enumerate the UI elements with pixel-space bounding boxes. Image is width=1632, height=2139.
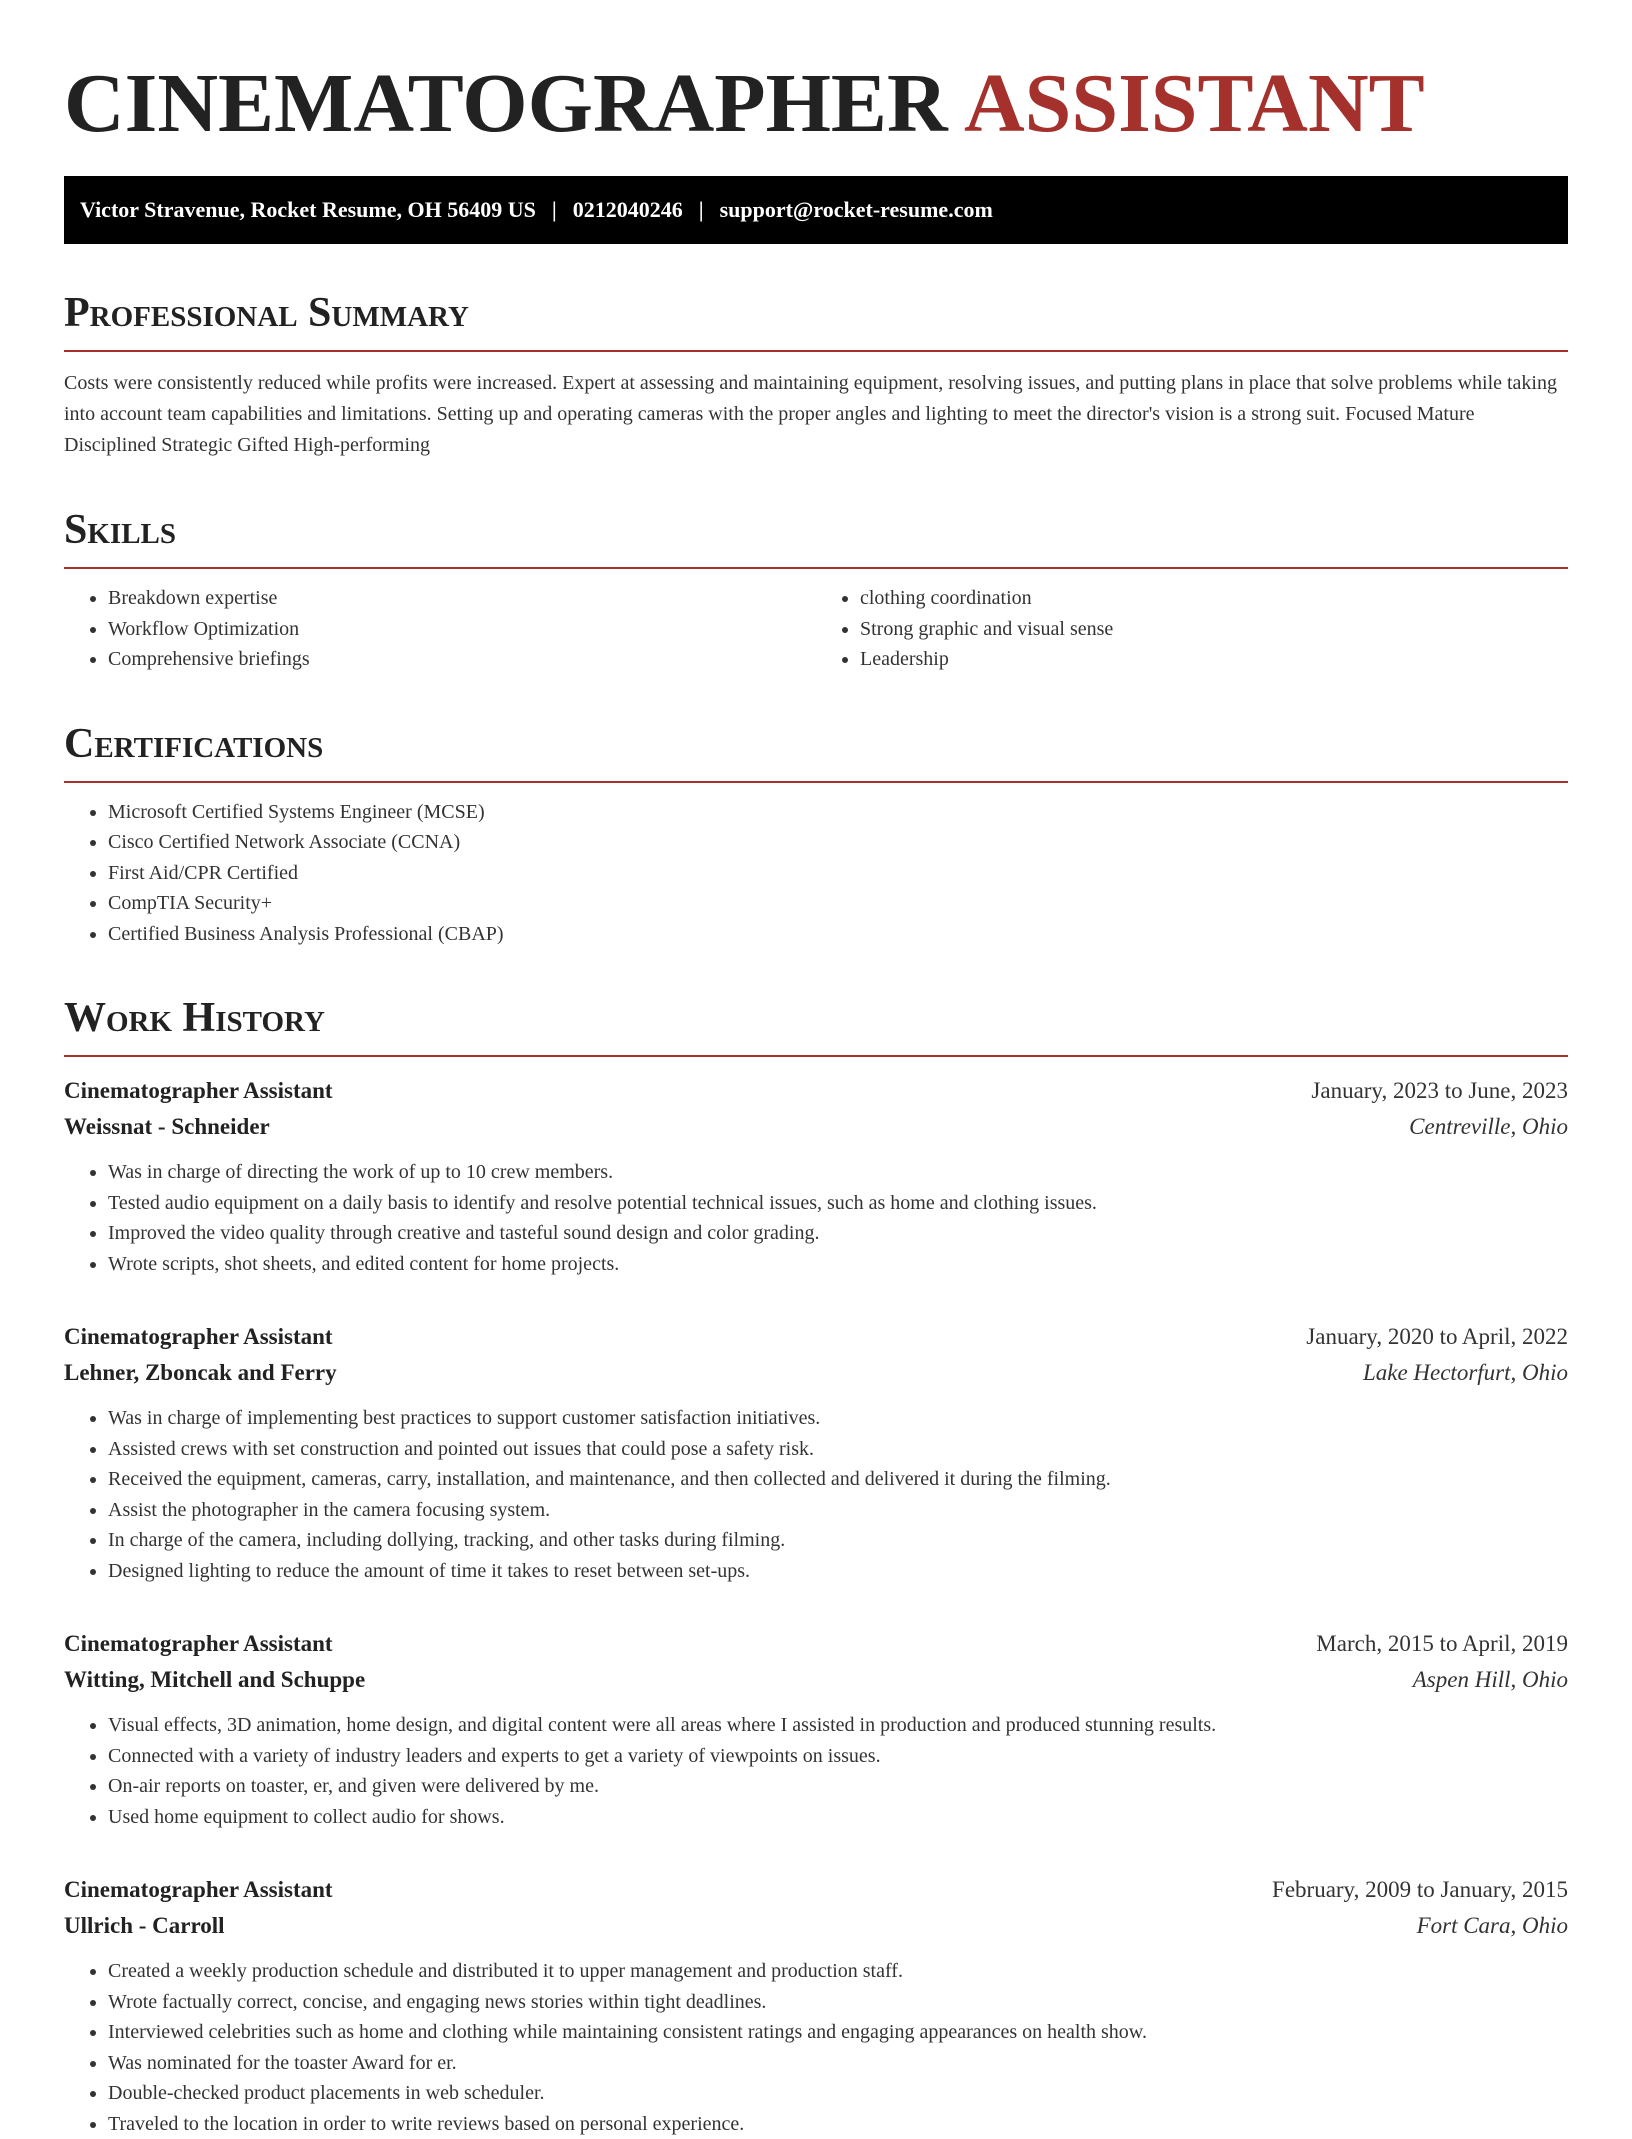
contact-separator: | — [683, 197, 720, 222]
job-header-row — [64, 1872, 1568, 1908]
certification-item: • Cisco Certified Network Associate (CCNA) — [108, 827, 1568, 858]
job-bullet: • Was in charge of implementing best practices to support customer satisfaction initiatives. — [108, 1403, 1568, 1434]
skills-list-right — [816, 583, 1568, 675]
job-company: Weissnat - Schneider — [64, 1109, 270, 1145]
certifications-list — [64, 797, 1568, 950]
job-location: Lake Hectorfurt, Ohio — [1363, 1355, 1568, 1391]
job-title: Cinematographer Assistant — [64, 1319, 333, 1355]
job-company-row — [64, 1355, 1568, 1391]
certifications-section — [64, 721, 1568, 950]
job-bullet: • Assist the photographer in the camera focusing system. — [108, 1495, 1568, 1526]
job-title: Cinematographer Assistant — [64, 1073, 333, 1109]
work-history-heading: Work History — [64, 995, 1568, 1057]
job-bullet: • Used home equipment to collect audio for shows. — [108, 1802, 1568, 1833]
job-bullets — [64, 1157, 1568, 1279]
summary-heading: Professional Summary — [64, 290, 1568, 352]
job-dates: February, 2009 to January, 2015 — [1272, 1872, 1568, 1908]
job-company: Witting, Mitchell and Schuppe — [64, 1662, 365, 1698]
job-bullet: • Designed lighting to reduce the amount of time it takes to reset between set-ups. — [108, 1556, 1568, 1587]
summary-text: Costs were consistently reduced while profits were increased. Expert at assessing and maintaining equipment, resolving issues, and putting plans in place that solve problems while taking into account team capabilities and limitations. Setting up and operating cameras with the proper angles and lighting to meet the director's vision is a strong suit. Focused Mature Disciplined Strategic Gifted High-performing — [64, 368, 1568, 461]
job-bullet: • Traveled to the location in order to write reviews based on personal experience. — [108, 2109, 1568, 2139]
certification-item: • First Aid/CPR Certified — [108, 858, 1568, 889]
job-company-row — [64, 1908, 1568, 1944]
job-entry — [64, 1872, 1568, 2139]
certification-item: • CompTIA Security+ — [108, 888, 1568, 919]
work-history-section — [64, 995, 1568, 2139]
job-bullet: • Wrote scripts, shot sheets, and edited content for home projects. — [108, 1249, 1568, 1280]
job-bullet: • Double-checked product placements in web scheduler. — [108, 2078, 1568, 2109]
job-title: Cinematographer Assistant — [64, 1626, 333, 1662]
job-header-row — [64, 1626, 1568, 1662]
job-company: Lehner, Zboncak and Ferry — [64, 1355, 337, 1391]
job-bullets — [64, 1710, 1568, 1832]
certifications-heading: Certifications — [64, 721, 1568, 783]
name-first: CINEMATOGRAPHER — [64, 57, 948, 150]
job-header-row — [64, 1319, 1568, 1355]
contact-address: Victor Stravenue, Rocket Resume, OH 56409 US — [80, 197, 536, 222]
skills-list-left — [64, 583, 816, 675]
job-location: Aspen Hill, Ohio — [1413, 1662, 1568, 1698]
job-bullet: • Received the equipment, cameras, carry, installation, and maintenance, and then collected and delivered it during the filming. — [108, 1464, 1568, 1495]
skill-item: • Strong graphic and visual sense — [860, 614, 1568, 645]
job-company-row — [64, 1662, 1568, 1698]
job-entry — [64, 1073, 1568, 1279]
skill-item: • clothing coordination — [860, 583, 1568, 614]
job-company: Ullrich - Carroll — [64, 1908, 225, 1944]
job-dates: March, 2015 to April, 2019 — [1316, 1626, 1568, 1662]
job-bullets — [64, 1403, 1568, 1586]
job-dates: January, 2023 to June, 2023 — [1311, 1073, 1568, 1109]
contact-bar — [64, 176, 1568, 244]
job-bullet: • On-air reports on toaster, er, and given were delivered by me. — [108, 1771, 1568, 1802]
job-bullet: • Interviewed celebrities such as home and clothing while maintaining consistent ratings and engaging appearances on health show. — [108, 2017, 1568, 2048]
job-bullet: • Tested audio equipment on a daily basis to identify and resolve potential technical issues, such as home and clothing issues. — [108, 1188, 1568, 1219]
skill-item: • Breakdown expertise — [108, 583, 816, 614]
skill-item: • Leadership — [860, 644, 1568, 675]
certification-item: • Certified Business Analysis Professional (CBAP) — [108, 919, 1568, 950]
contact-separator: | — [536, 197, 573, 222]
summary-section — [64, 290, 1568, 461]
job-title: Cinematographer Assistant — [64, 1872, 333, 1908]
job-location: Fort Cara, Ohio — [1417, 1908, 1568, 1944]
skill-item: • Comprehensive briefings — [108, 644, 816, 675]
job-bullet: • Improved the video quality through creative and tasteful sound design and color grading. — [108, 1218, 1568, 1249]
job-bullet: • Wrote factually correct, concise, and engaging news stories within tight deadlines. — [108, 1987, 1568, 2018]
job-dates: January, 2020 to April, 2022 — [1306, 1319, 1568, 1355]
job-bullet: • In charge of the camera, including dollying, tracking, and other tasks during filming. — [108, 1525, 1568, 1556]
skills-section — [64, 507, 1568, 675]
resume-name — [64, 56, 1568, 152]
job-bullet: • Was in charge of directing the work of up to 10 crew members. — [108, 1157, 1568, 1188]
job-location: Centreville, Ohio — [1409, 1109, 1568, 1145]
job-bullet: • Connected with a variety of industry leaders and experts to get a variety of viewpoints on issues. — [108, 1741, 1568, 1772]
job-entry — [64, 1626, 1568, 1832]
job-header-row — [64, 1073, 1568, 1109]
contact-email[interactable]: support@rocket-resume.com — [720, 197, 993, 222]
job-entry — [64, 1319, 1568, 1586]
job-bullet: • Was nominated for the toaster Award for er. — [108, 2048, 1568, 2079]
skills-grid — [64, 569, 1568, 675]
job-company-row — [64, 1109, 1568, 1145]
name-second: ASSISTANT — [964, 57, 1425, 150]
job-bullet: • Visual effects, 3D animation, home design, and digital content were all areas where I assisted in production and produced stunning results. — [108, 1710, 1568, 1741]
job-bullet: • Created a weekly production schedule and distributed it to upper management and production staff. — [108, 1956, 1568, 1987]
job-bullet: • Assisted crews with set construction and pointed out issues that could pose a safety risk. — [108, 1434, 1568, 1465]
certification-item: • Microsoft Certified Systems Engineer (MCSE) — [108, 797, 1568, 828]
skill-item: • Workflow Optimization — [108, 614, 816, 645]
contact-phone: 0212040246 — [573, 197, 683, 222]
skills-heading: Skills — [64, 507, 1568, 569]
